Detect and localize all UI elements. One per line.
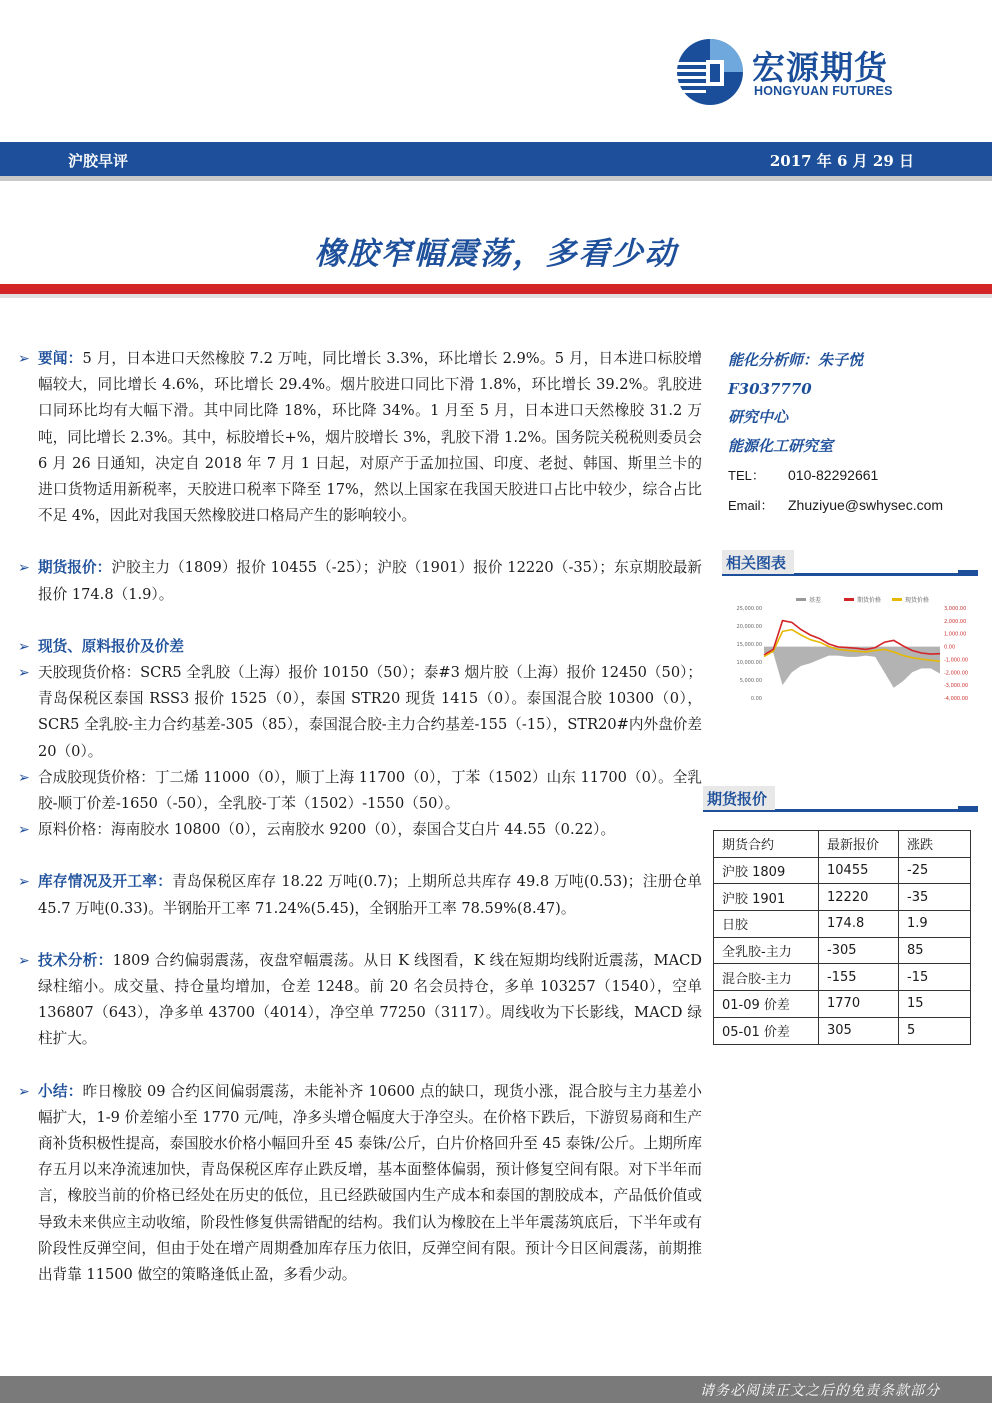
y-tick-label: 5,000.00	[739, 678, 762, 684]
table-cell: 10455	[819, 857, 899, 884]
logo-cn-text: 宏源期货	[752, 48, 888, 87]
technical-paragraph	[18, 948, 702, 1053]
bullet-arrow-icon: ➢	[18, 1083, 30, 1100]
tel-row	[728, 461, 978, 490]
inventory-paragraph	[18, 869, 702, 921]
spot-item	[18, 660, 702, 765]
table-cell: 1770	[819, 991, 899, 1018]
table-cell: -25	[899, 857, 971, 884]
spot-item	[18, 765, 702, 817]
y-tick-label: 25,000.00	[736, 606, 762, 612]
email-row	[728, 491, 978, 520]
company-logo	[676, 38, 926, 110]
table-cell: 85	[899, 937, 971, 964]
table-cell: 05-01 价差	[714, 1017, 819, 1044]
table-cell: 305	[819, 1017, 899, 1044]
spot-item	[18, 817, 702, 843]
y2-tick-label: -3,000.00	[944, 683, 969, 690]
legend-label: 基差	[809, 597, 822, 604]
table-cell: 5	[899, 1017, 971, 1044]
legend-swatch	[892, 598, 902, 601]
tel-value: 010-82292661	[788, 467, 879, 483]
news-paragraph	[18, 346, 702, 529]
y2-tick-label: 3,000.00	[944, 606, 967, 612]
table-cell: -155	[819, 964, 899, 991]
chart-section-header	[722, 548, 978, 576]
analyst-license: F3037770	[728, 379, 812, 398]
hongyuan-logo-icon	[676, 38, 744, 106]
summary-body: 昨日橡胶 09 合约区间偏弱震荡，未能补齐 10600 点的缺口，现货小涨，混合胶与主力基差小幅扩大，1-9 价差缩小至 1770 元/吨，净多头增仓幅度大于净空头。在价格下跌后，下游贸易商和生产商补货积极性提高，泰国胶水价格小幅回升至 45 泰铢/公斤，白片价格回升至 45 泰铢/公斤。上期所库存五月以来净流速加快，青岛保税区库存止跌反增，基本面整体偏弱，预计修复空间有限。对下半年而言，橡胶当前的价格已经处在历史的低位，且已经跌破国内生产成本和泰国的割胶成本，产品低价值或导致未来供应主动收缩，阶段性修复供需错配的结构。我们认为橡胶在上半年震荡筑底后，下半年或有阶段性反弹空间，但由于处在增产周期叠加库存压力依旧，反弹空间有限。预计今日区间震荡，前期推出背靠 11500 做空的策略逢低止盈，多看少动。	[38, 1082, 702, 1284]
report-title: 橡胶窄幅震荡，多看少动	[314, 236, 678, 272]
inventory-heading: 库存情况及开工率：	[38, 873, 173, 891]
band-shadow	[0, 176, 992, 181]
table-row	[714, 884, 971, 911]
table-cell: 12220	[819, 884, 899, 911]
y2-tick-label: -1,000.00	[944, 657, 969, 664]
related-chart	[730, 588, 978, 748]
table-cell: 15	[899, 991, 971, 1018]
main-column	[18, 346, 702, 1288]
table-row	[714, 964, 971, 991]
bullet-arrow-icon: ➢	[18, 952, 30, 969]
y2-tick-label: -4,000.00	[944, 696, 969, 702]
technical-heading: 技术分析：	[38, 951, 113, 969]
table-row	[714, 991, 971, 1018]
table-row	[714, 1017, 971, 1044]
table-cell: 全乳胶-主力	[714, 937, 819, 964]
dept-energy: 能源化工研究室	[728, 436, 834, 455]
bullet-arrow-icon: ➢	[18, 560, 30, 577]
quote-section-header	[703, 784, 978, 812]
logo-en-text: HONGYUAN FUTURES	[754, 84, 893, 98]
dept-research: 研究中心	[728, 408, 789, 426]
table-header-cell: 期货合约	[714, 831, 819, 858]
bullet-arrow-icon: ➢	[18, 665, 30, 682]
basis-area	[764, 647, 940, 688]
bullet-arrow-icon: ➢	[18, 822, 30, 839]
news-heading: 要闻：	[38, 350, 83, 367]
bullet-arrow-icon: ➢	[18, 351, 30, 367]
futures-paragraph	[18, 555, 702, 607]
y2-tick-label: 2,000.00	[944, 618, 967, 625]
bullet-arrow-icon: ➢	[18, 874, 30, 891]
table-header-cell: 涨跌	[899, 831, 971, 858]
legend-swatch	[796, 598, 806, 601]
table-cell: 沪胶 1901	[714, 884, 819, 911]
technical-body: 1809 合约偏弱震荡，夜盘窄幅震荡。从日 K 线图看，K 线在短期均线附近震荡，MACD 绿柱缩小。成交量、持仓量均增加，仓差 1248。前 20 名会员持仓，多单 103257（1540），空单 136807（643），净多单 43700（4014），净空单 77250（3117）。周线收为下长影线，MACD 绿柱扩大。	[38, 951, 702, 1048]
table-cell: -305	[819, 937, 899, 964]
table-header-cell: 最新报价	[819, 831, 899, 858]
email-value[interactable]: Zhuziyue@swhysec.com	[788, 497, 944, 513]
report-section: 沪胶早评	[68, 152, 129, 170]
spot-heading: 现货、原料报价及价差	[38, 637, 184, 655]
y-tick-label: 0.00	[750, 696, 762, 702]
title-divider	[0, 284, 992, 294]
spot-heading-row	[18, 634, 702, 660]
bullet-arrow-icon: ➢	[18, 769, 30, 786]
futures-quote-table	[713, 830, 971, 1045]
table-cell: 1.9	[899, 911, 971, 938]
y-tick-label: 20,000.00	[736, 624, 762, 630]
summary-heading: 小结：	[38, 1082, 83, 1100]
tel-label: TEL：	[728, 468, 765, 483]
futures-heading: 期货报价：	[38, 559, 112, 577]
email-label: Email：	[728, 498, 774, 513]
footer-band	[0, 1376, 992, 1403]
legend-label: 期货价格	[857, 597, 882, 604]
legend-swatch	[844, 598, 854, 601]
futures-body: 沪胶主力（1809）报价 10455（-25）；沪胶（1901）报价 12220（-35）；东京期胶最新报价 174.8（1.9）。	[38, 559, 702, 603]
table-cell: -35	[899, 884, 971, 911]
quote-section-title: 期货报价	[703, 786, 775, 810]
bullet-arrow-icon: ➢	[18, 638, 30, 655]
chart-section-title: 相关图表	[722, 550, 794, 574]
y2-tick-label: 0.00	[944, 644, 956, 651]
title-divider-shadow	[0, 294, 992, 298]
table-cell: 日胶	[714, 911, 819, 938]
table-header-row	[714, 831, 971, 858]
table-row	[714, 937, 971, 964]
table-cell: 01-09 价差	[714, 991, 819, 1018]
legend-label: 现货价格	[905, 597, 930, 604]
y2-tick-label: -2,000.00	[944, 670, 969, 677]
spot-item-body: 原料价格：海南胶水 10800（0），云南胶水 9200（0），泰国合艾白片 44.55（0.22）。	[38, 821, 616, 839]
table-cell: -15	[899, 964, 971, 991]
summary-paragraph	[18, 1079, 702, 1289]
table-cell: 混合胶-主力	[714, 964, 819, 991]
y-tick-label: 10,000.00	[736, 660, 762, 666]
news-body: 5 月，日本进口天然橡胶 7.2 万吨，同比增长 3.3%，环比增长 2.9%。5 月，日本进口标胶增幅较大，同比增长 4.6%，环比增长 29.4%。烟片胶进口同比下滑 1.8%，环比增长 39.2%。乳胶进口同环比均有大幅下滑。其中同比降 18%，环比降 34%。1 月至 5 月，日本进口天然橡胶 31.2 万吨，同比增长 2.3%。其中，标胶增长+%，烟片胶增长 3%，乳胶下滑 1.2%。国务院关税税则委员会 6 月 26 日通知，决定自 2018 年 7 月 1 日起，对原产于孟加拉国、印度、老挝、韩国、斯里兰卡的进口货物适用新税率，天胶进口税率下降至 17%，然以上国家在我国天胶进口占比中较少，综合占比不足 4%，因此对我国天然橡胶进口格局产生的影响较小。	[38, 350, 702, 525]
y2-tick-label: 1,000.00	[944, 631, 967, 638]
analyst-info	[728, 346, 978, 520]
spot-item-body: 天胶现货价格：SCR5 全乳胶（上海）报价 10150（50）；泰#3 烟片胶（上海）报价 12450（50）；青岛保税区泰国 RSS3 报价 1525（0），泰国 STR20 现货 1415（0）。泰国混合胶 10300（0），SCR5 全乳胶-主力合约基差-305（85），泰国混合胶-主力合约基差-155（-15），STR20#内外盘价差 20（0）。	[38, 664, 702, 760]
y-tick-label: 15,000.00	[736, 642, 762, 648]
analyst-name: 能化分析师：朱子悦	[728, 351, 864, 369]
spot-item-body: 合成胶现货价格：丁二烯 11000（0），顺丁上海 11700（0），丁苯（1502）山东 11700（0）。全乳胶-顺丁价差-1650（-50），全乳胶-丁苯（1502）-1550（50）。	[38, 768, 702, 813]
report-date: 2017 年 6 月 29 日	[769, 152, 914, 170]
inventory-body: 青岛保税区库存 18.22 万吨(0.7)；上期所总共库存 49.8 万吨(0.53)；注册仓单 45.7 万吨(0.33)。半钢胎开工率 71.24%(5.45)，全钢胎开工率 78.59%(8.47)。	[38, 873, 702, 917]
table-row	[714, 857, 971, 884]
table-row	[714, 911, 971, 938]
table-cell: 174.8	[819, 911, 899, 938]
disclaimer-note: 请务必阅读正文之后的免责条款部分	[700, 1383, 940, 1399]
header-band	[0, 142, 992, 176]
table-cell: 沪胶 1809	[714, 857, 819, 884]
